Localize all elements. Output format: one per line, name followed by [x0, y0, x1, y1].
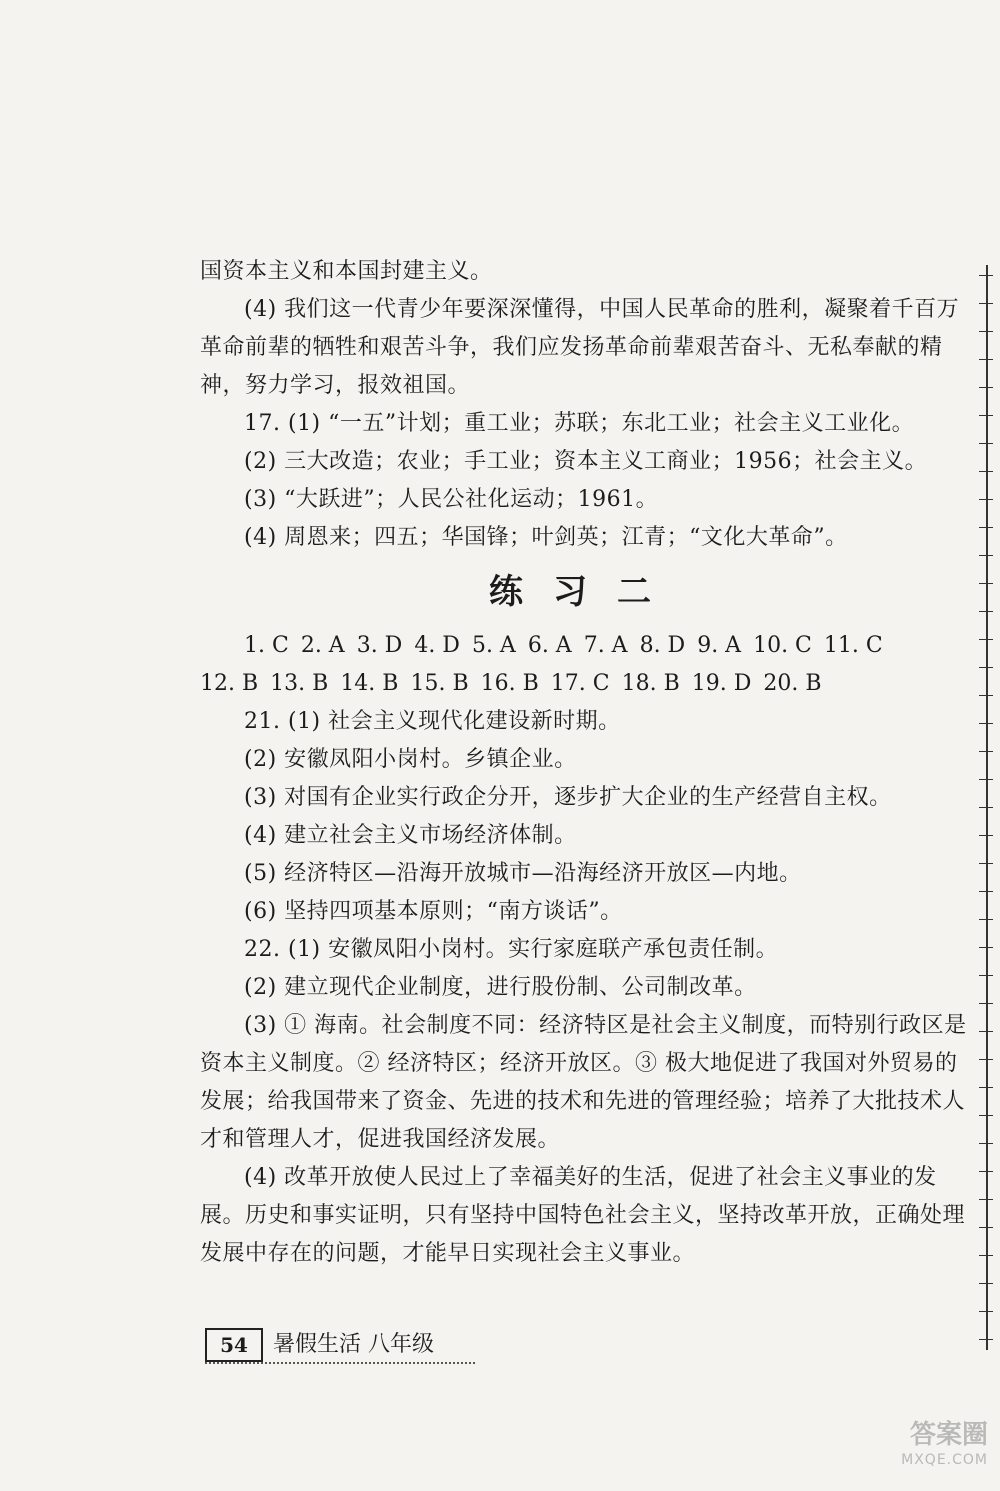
margin-tick [979, 1087, 993, 1088]
answer-paragraph: (3) 对国有企业实行政企分开，逐步扩大企业的生产经营自主权。 [244, 785, 892, 810]
answer-paragraph: 17. (1) “一五”计划；重工业；苏联；东北工业；社会主义工业化。 [244, 411, 915, 436]
margin-tick [979, 639, 993, 640]
answer-item: 16. B [480, 671, 539, 696]
margin-tick [979, 695, 993, 696]
answer-paragraph: (5) 经济特区—沿海开放城市—沿海经济开放区—内地。 [244, 861, 802, 886]
answer-item: 4. D [414, 633, 460, 658]
margin-tick [979, 807, 993, 808]
answer-paragraph: (4) 建立社会主义市场经济体制。 [244, 823, 577, 848]
margin-tick [979, 891, 993, 892]
margin-tick [979, 863, 993, 864]
margin-tick [979, 1311, 993, 1312]
answers-row [200, 665, 970, 703]
book-title: 暑假生活 八年级 [273, 1332, 434, 1357]
margin-tick [979, 779, 993, 780]
margin-tick [979, 1171, 993, 1172]
margin-tick [979, 527, 993, 528]
answer-item: 2. A [300, 633, 345, 658]
margin-tick [979, 1059, 993, 1060]
watermark-text: 答案圈 [909, 1420, 988, 1450]
answer-content [200, 253, 970, 1273]
margin-tick [979, 415, 993, 416]
margin-tick [979, 275, 993, 276]
margin-tick [979, 667, 993, 668]
margin-tick [979, 975, 993, 976]
answer-item: 14. B [340, 671, 399, 696]
answer-item: 6. A [527, 633, 572, 658]
margin-tick [979, 1115, 993, 1116]
answer-item: 7. A [583, 633, 628, 658]
margin-tick [979, 947, 993, 948]
margin-tick [979, 835, 993, 836]
answer-item: 13. B [270, 671, 329, 696]
page-footer [205, 1328, 475, 1364]
margin-tick [979, 1031, 993, 1032]
margin-tick [979, 331, 993, 332]
answer-paragraph: 22. (1) 安徽凤阳小岗村。实行家庭联产承包责任制。 [244, 937, 779, 962]
margin-tick [979, 359, 993, 360]
margin-tick [979, 499, 993, 500]
answers-row [200, 627, 970, 665]
section-title: 练习二 [489, 572, 681, 612]
margin-tick [979, 1283, 993, 1284]
answer-paragraph: 21. (1) 社会主义现代化建设新时期。 [244, 709, 621, 734]
margin-tick [979, 471, 993, 472]
answer-paragraph: (4) 改革开放使人民过上了幸福美好的生活，促进了社会主义事业的发展。历史和事实证明，只有坚持中国特色社会主义，坚持改革开放，正确处理发展中存在的问题，才能早日实现社会主义事业。 [200, 1165, 966, 1266]
margin-tick [979, 723, 993, 724]
answer-paragraph: (3) ① 海南。社会制度不同：经济特区是社会主义制度，而特别行政区是资本主义制度。② 经济特区；经济开放区。③ 极大地促进了我国对外贸易的发展；给我国带来了资金、先进的技术和先进的管理经验；培养了大批技术人才和管理人才，促进我国经济发展。 [200, 1013, 967, 1152]
answer-paragraph: (2) 三大改造；农业；手工业；资本主义工商业；1956；社会主义。 [244, 449, 928, 474]
answer-item: 15. B [410, 671, 469, 696]
answer-paragraph: (4) 我们这一代青少年要深深懂得，中国人民革命的胜利，凝聚着千百万革命前辈的牺牲和艰苦斗争，我们应发扬革命前辈艰苦奋斗、无私奉献的精神，努力学习，报效祖国。 [200, 297, 960, 398]
margin-tick [979, 555, 993, 556]
answer-item: 1. C [244, 633, 289, 658]
margin-tick [979, 919, 993, 920]
watermark-url: MXQE.COM [901, 1452, 988, 1468]
answer-item: 8. D [639, 633, 686, 658]
margin-tick [979, 443, 993, 444]
margin-tick [979, 1199, 993, 1200]
margin-tick [979, 1003, 993, 1004]
margin-tick [979, 583, 993, 584]
margin-tick [979, 1143, 993, 1144]
margin-tick [979, 387, 993, 388]
margin-tick [979, 1255, 993, 1256]
bottom-paragraphs [200, 703, 970, 1273]
answer-item: 17. C [550, 671, 610, 696]
answer-paragraph: (2) 安徽凤阳小岗村。乡镇企业。 [244, 747, 577, 772]
watermark-logo [798, 1420, 988, 1480]
answer-item: 10. C [753, 633, 812, 658]
margin-tick [979, 611, 993, 612]
page-number: 54 [205, 1328, 263, 1362]
multiple-choice-answers [200, 627, 970, 703]
answer-paragraph: (2) 建立现代企业制度，进行股份制、公司制改革。 [244, 975, 757, 1000]
margin-tick [979, 1227, 993, 1228]
answer-item: 11. C [823, 633, 883, 658]
top-paragraphs [200, 253, 970, 557]
answer-item: 20. B [763, 671, 822, 696]
answer-paragraph: (6) 坚持四项基本原则；“南方谈话”。 [244, 899, 623, 924]
margin-tick [979, 1339, 993, 1340]
answer-item: 3. D [356, 633, 403, 658]
answer-item: 18. B [621, 671, 680, 696]
answer-item: 9. A [697, 633, 742, 658]
answer-item: 12. B [200, 671, 259, 696]
answer-paragraph: (4) 周恩来；四五；华国锋；叶剑英；江青；“文化大革命”。 [244, 525, 848, 550]
answer-paragraph: 国资本主义和本国封建主义。 [200, 259, 493, 284]
margin-tick [979, 751, 993, 752]
answer-item: 19. D [691, 671, 752, 696]
answer-paragraph: (3) “大跃进”；人民公社化运动；1961。 [244, 487, 659, 512]
answer-item: 5. A [471, 633, 516, 658]
margin-tick [979, 303, 993, 304]
